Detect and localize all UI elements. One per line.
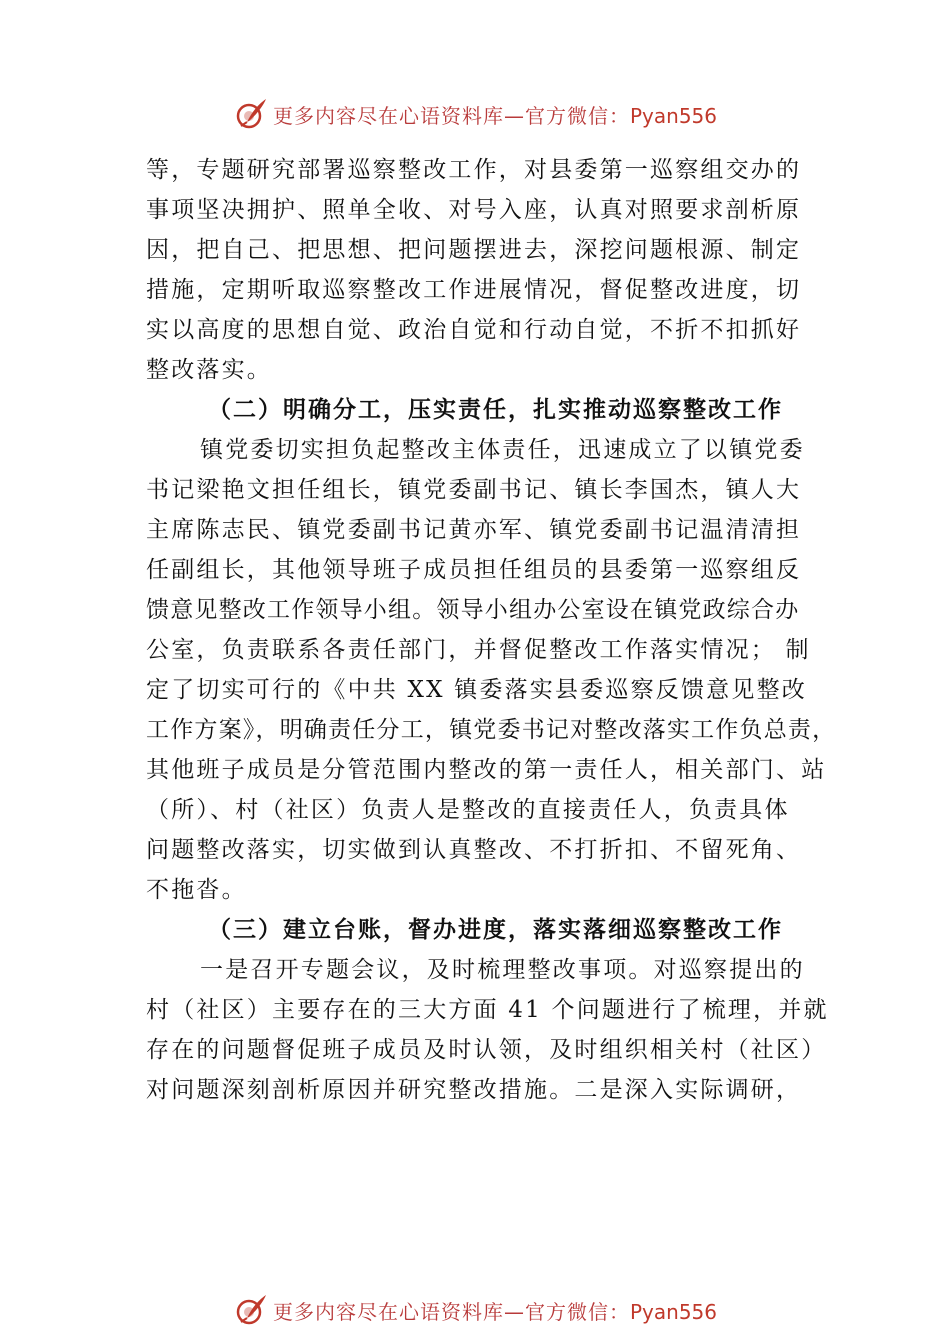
wechat-id: Pyan556 — [629, 1299, 717, 1324]
document-body — [146, 150, 836, 1110]
watermark-text: 更多内容尽在心语资料库—官方微信：Pyan556 — [272, 103, 717, 128]
body-line: 主席陈志民、镇党委副书记黄亦军、镇党委副书记温清清担 — [146, 517, 802, 543]
section-heading: （三）建立台账，督办进度，落实落细巡察整改工作 — [208, 916, 783, 943]
body-line: 对问题深刻剖析原因并研究整改措施。二是深入实际调研， — [146, 1077, 802, 1103]
body-line: 定了切实可行的《中共 XX 镇委落实县委巡察反馈意见整改 — [146, 677, 807, 703]
feather-pen-seal-icon — [233, 1292, 269, 1328]
body-line: 因，把自己、把思想、把问题摆进去，深挖问题根源、制定 — [146, 237, 802, 263]
feather-pen-seal-icon — [233, 96, 269, 132]
body-line: 馈意见整改工作领导小组。领导小组办公室设在镇党政综合办 — [146, 597, 800, 623]
body-line: 等，专题研究部署巡察整改工作，对县委第一巡察组交办的 — [146, 157, 802, 183]
body-line: 村（社区）主要存在的三大方面 41 个问题进行了梳理，并就 — [146, 997, 829, 1023]
watermark-text: 更多内容尽在心语资料库—官方微信：Pyan556 — [272, 1299, 717, 1324]
body-line: 其他班子成员是分管范围内整改的第一责任人，相关部门、站 — [146, 757, 827, 783]
body-line: 问题整改落实，切实做到认真整改、不打折扣、不留死角、 — [146, 837, 802, 863]
body-line: 镇党委切实担负起整改主体责任，迅速成立了以镇党委 — [200, 437, 805, 463]
body-line: 存在的问题督促班子成员及时认领，及时组织相关村（社区） — [146, 1037, 827, 1063]
body-line: 任副组长，其他领导班子成员担任组员的县委第一巡察组反 — [146, 557, 802, 583]
section-heading: （二）明确分工，压实责任，扎实推动巡察整改工作 — [208, 396, 783, 423]
body-line: 不拖沓。 — [146, 877, 247, 903]
body-line: 措施，定期听取巡察整改工作进展情况，督促整改进度，切 — [146, 277, 802, 303]
body-line: 事项坚决拥护、照单全收、对号入座，认真对照要求剖析原 — [146, 197, 802, 223]
watermark-banner-bottom — [0, 1290, 950, 1330]
wechat-id: Pyan556 — [629, 103, 717, 128]
body-line: 实以高度的思想自觉、政治自觉和行动自觉，不折不扣抓好 — [146, 317, 802, 343]
body-line: 一是召开专题会议，及时梳理整改事项。对巡察提出的 — [200, 957, 805, 983]
watermark-banner-top — [0, 94, 950, 134]
body-line: 整改落实。 — [146, 357, 272, 383]
body-line: 书记梁艳文担任组长，镇党委副书记、镇长李国杰，镇人大 — [146, 477, 802, 503]
body-line: 工作方案》，明确责任分工，镇党委书记对整改落实工作负总责， — [146, 717, 837, 743]
body-line: （所）、村（社区）负责人是整改的直接责任人，负责具体 — [146, 797, 790, 823]
body-line: 公室，负责联系各责任部门，并督促整改工作落实情况； 制 — [146, 637, 811, 663]
